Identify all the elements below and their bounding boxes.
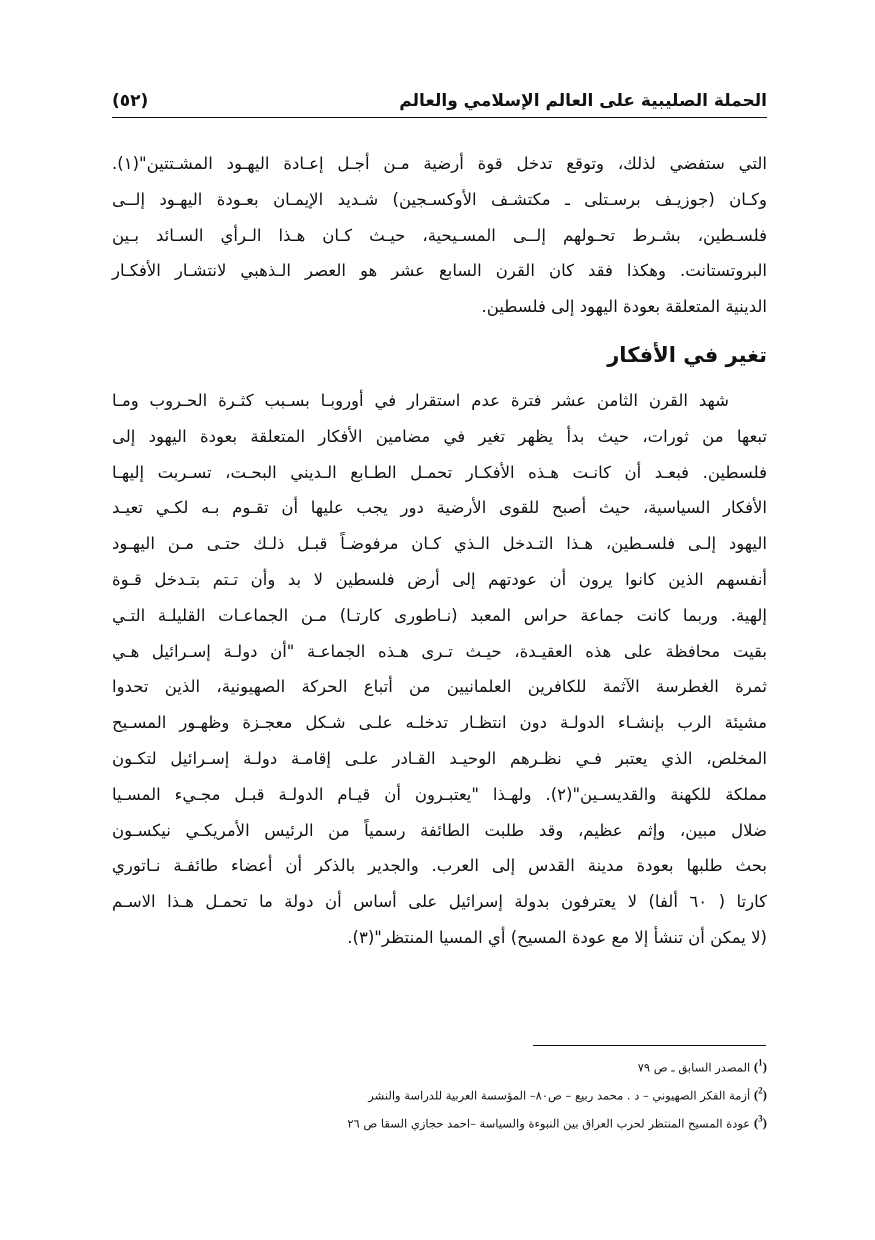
footnote-marker: ($^2$) bbox=[753, 1085, 767, 1103]
text-line: التي ستفضي لذلك، وتوقع تدخل قوة أرضية مـن أجـل إعـادة اليهـود المشـتتين"(١). bbox=[112, 154, 767, 173]
footnote-2 bbox=[112, 1080, 767, 1108]
text-line: بقيت محافظة على هذه العقيـدة، حيـث تـرى هـذه الجماعـة "أن دولـة إسـرائيل هـي bbox=[112, 641, 767, 661]
text-line: (لا يمكن أن تنشأ إلا مع عودة المسيح) أي المسيا المنتظر"(٣). bbox=[347, 927, 767, 947]
body-text bbox=[112, 146, 767, 956]
intro-paragraph bbox=[112, 146, 767, 325]
section-paragraph bbox=[112, 383, 767, 956]
text-line: إلهية. وربما كانت جماعة حراس المعبد (نـاطورى كارتـا) مـن الجماعـات القليلـة التـي bbox=[112, 605, 767, 625]
text-line: الدينية المتعلقة بعودة اليهود إلى فلسطين. bbox=[481, 297, 767, 317]
page-number: (٥٢) bbox=[112, 91, 149, 111]
footnote-text: أزمة الفكر الصهيوني – د . محمد ربيع – ص٨٠– المؤسسة العربية للدراسة والنشر bbox=[368, 1088, 751, 1103]
footnote-divider bbox=[533, 1045, 766, 1046]
footnote-1 bbox=[112, 1052, 767, 1080]
text-line: أنفسهم الذين كانوا يرون أن عودتهم إلى أرض فلسطين لا بد وأن تـتم بتـدخل قـوة bbox=[112, 569, 767, 589]
text-line: مملكة للكهنة والقديسـين"(٢). ولهـذا "يعتبـرون أن قيـام الدولـة قبـل مجـيء المسـيا bbox=[112, 784, 767, 804]
footnote-3 bbox=[112, 1108, 767, 1136]
book-title: الحملة الصليبية على العالم الإسلامي والعالم bbox=[399, 91, 767, 111]
text-line: ثمرة الغطرسة الآثمة للكافرين العلمانيين من أتباع الحركة الصهيونية، الذين تحدوا bbox=[112, 677, 767, 697]
text-line: فلسـطين، بشـرط تحـولهم إلــى المسـيحية، حيـث كـان هـذا الـرأي السـائد بـين bbox=[112, 225, 767, 245]
text-line: المخلص، الذي يعتبر فـي نظـرهم الوحيـد القـادر علـى إقامـة دولـة إسـرائيل لتكـون bbox=[112, 748, 767, 768]
footnote-marker: ($^1$) bbox=[753, 1058, 767, 1075]
text-line: بحث طلبها بعودة مدينة القدس إلى العرب. والجدير بالذكر أن أعضاء طائفـة نـاتوري bbox=[112, 856, 767, 876]
text-line: وكـان (جوزيـف برسـتلى ـ مكتشـف الأوكسـجين) شـديد الإيمـان بعـودة اليهـود إلــى bbox=[112, 189, 767, 209]
text-line: البروتستانت. وهكذا فقد كان القرن السابع عشر هو العصر الـذهبي لانتشـار الأفكـار bbox=[112, 261, 767, 281]
text-line: اليهود إلـى فلسـطين، هـذا التـدخل الـذي كـان مرفوضـاً قبـل ذلـك حتـى مـن اليهـود bbox=[112, 534, 767, 554]
text-line: كارتا ( ٦٠ ألفا) لا يعترفون بدولة إسرائيل على أساس أن دولة ما تحمـل هـذا الاسـم bbox=[112, 892, 767, 912]
text-line: مشيئة الرب بإنشـاء الدولـة دون انتظـار تدخلـه علـى شـكل معجـزة وظهـور المسـيح bbox=[112, 713, 767, 733]
header-divider bbox=[112, 117, 767, 118]
text-line: شهد القرن الثامن عشر فترة عدم استقرار في أوروبـا بسـبب كثـرة الحـروب ومـا bbox=[112, 390, 729, 410]
text-line: ضلال مبين، وإثم عظيم، وقد طلبت الطائفة رسمياً من الرئيس الأمريكـي نيكسـون bbox=[112, 820, 767, 840]
text-line: تبعها من ثورات، حيث بدأ يظهر تغير في مضامين الأفكار المتعلقة بعودة اليهود إلى bbox=[112, 426, 767, 446]
running-header bbox=[112, 86, 767, 116]
footnote-text: المصدر السابق ـ ص ٧٩ bbox=[637, 1060, 751, 1075]
text-line: فلسطين. فبعـد أن كانـت هـذه الأفكـار تحمـل الطـابع الـديني البحـت، تسـربت إليهـا bbox=[112, 462, 767, 482]
footnote-marker: ($^3$) bbox=[753, 1113, 767, 1130]
text-line: الأفكار السياسية، حيث أصبح للقوى الأرضية دور يجب عليها أن تقـوم بـه لكـي تعيـد bbox=[112, 498, 767, 518]
footnote-text: عودة المسيح المنتظر لحرب العراق بين النبوءة والسياسة –احمد حجازي السقا ص ٢٦ bbox=[347, 1115, 751, 1130]
footnotes bbox=[112, 1052, 767, 1135]
section-heading: تغير في الأفكار bbox=[607, 342, 767, 367]
